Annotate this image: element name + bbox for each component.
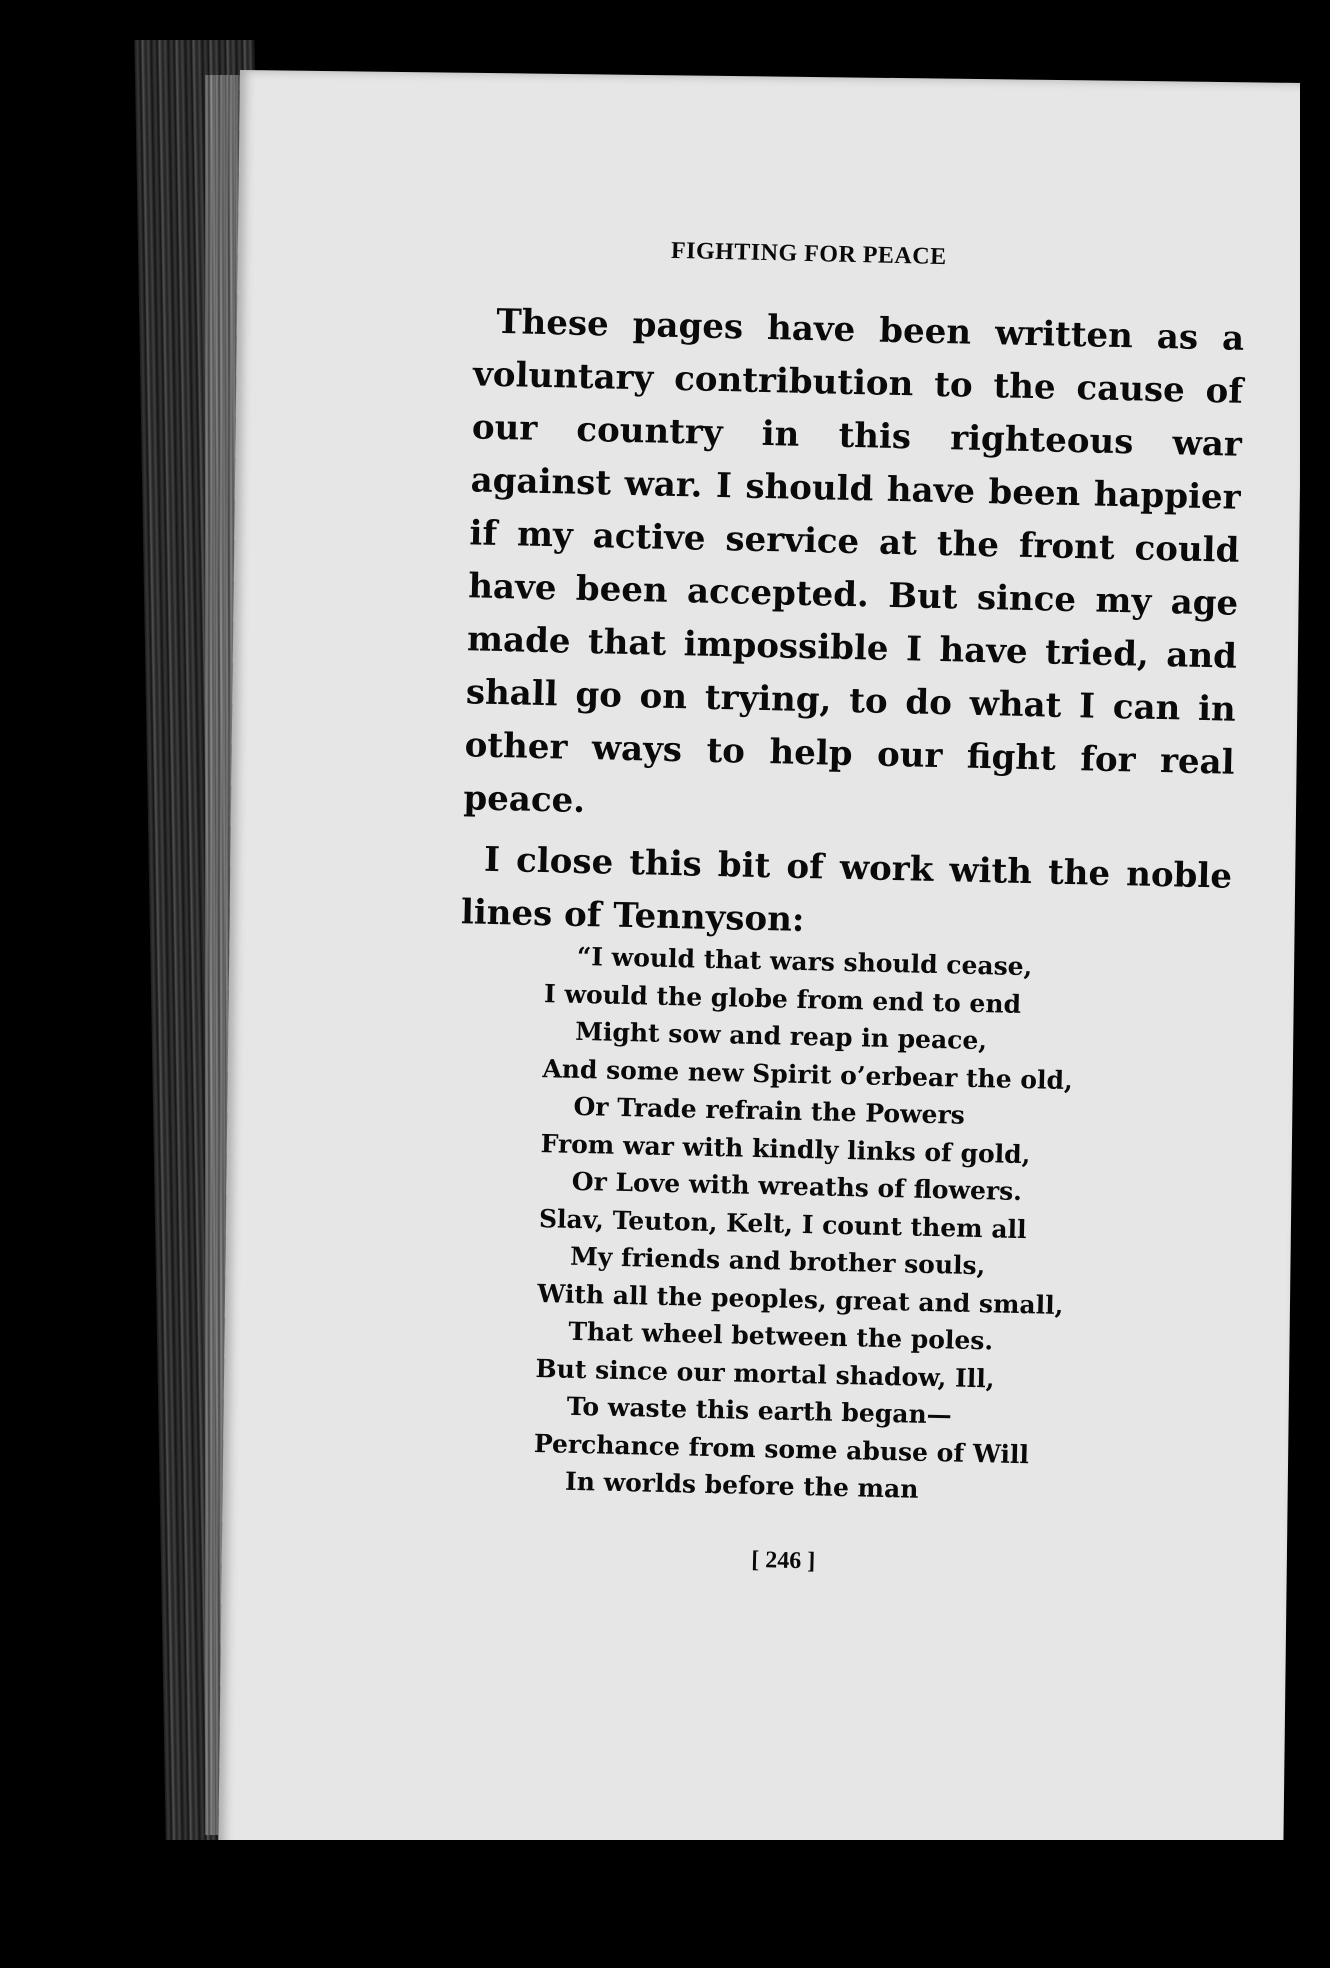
verse-line: But since our mortal shadow, Ill, <box>535 1353 995 1393</box>
scan-bottom-border <box>210 1840 1330 1968</box>
verse-line: Or Trade refrain the Powers <box>573 1091 966 1130</box>
verse-line: In worlds before the man <box>564 1466 919 1504</box>
verse-line: To waste this earth began— <box>566 1391 953 1430</box>
verse-line: I would the globe from end to end <box>543 978 1022 1019</box>
verse-line: Perchance from some abuse of Will <box>533 1428 1030 1469</box>
verse-line: From war with kindly links of gold, <box>540 1128 1031 1169</box>
verse-line: And some new Spirit o’erbear the old, <box>542 1053 1074 1095</box>
verse-line: Slav, Teuton, Kelt, I count them all <box>538 1203 1027 1244</box>
running-head: FIGHTING FOR PEACE <box>670 237 947 271</box>
verse-line: Or Love with wreaths of flowers. <box>571 1166 1023 1207</box>
prose-text <box>460 295 1244 956</box>
scan-right-border <box>1300 0 1330 1968</box>
verse-line: Might sow and reap in peace, <box>574 1016 988 1056</box>
page-number: [ 246 ] <box>751 1546 816 1575</box>
paragraph: I close this bit of work with the noble lines of Tennyson: <box>460 839 1233 941</box>
verse-line: With all the peoples, great and small, <box>536 1278 1064 1320</box>
page-body <box>200 70 1305 1874</box>
poem-quotation <box>533 937 1106 1512</box>
verse-line: “I would that wars should cease, <box>576 941 1033 982</box>
verse-line: My friends and brother souls, <box>569 1241 986 1281</box>
verse-line: That wheel between the poles. <box>568 1316 994 1356</box>
paragraph: These pages have been written as a voluntary contribution to the cause of our country in this righteous war against war. I should have been happier if my active service at the front could have been accepted. But since my age made that impossible I have tried, and shall go on trying, to do what I can in other ways to help our fight for real peace. <box>463 301 1245 822</box>
